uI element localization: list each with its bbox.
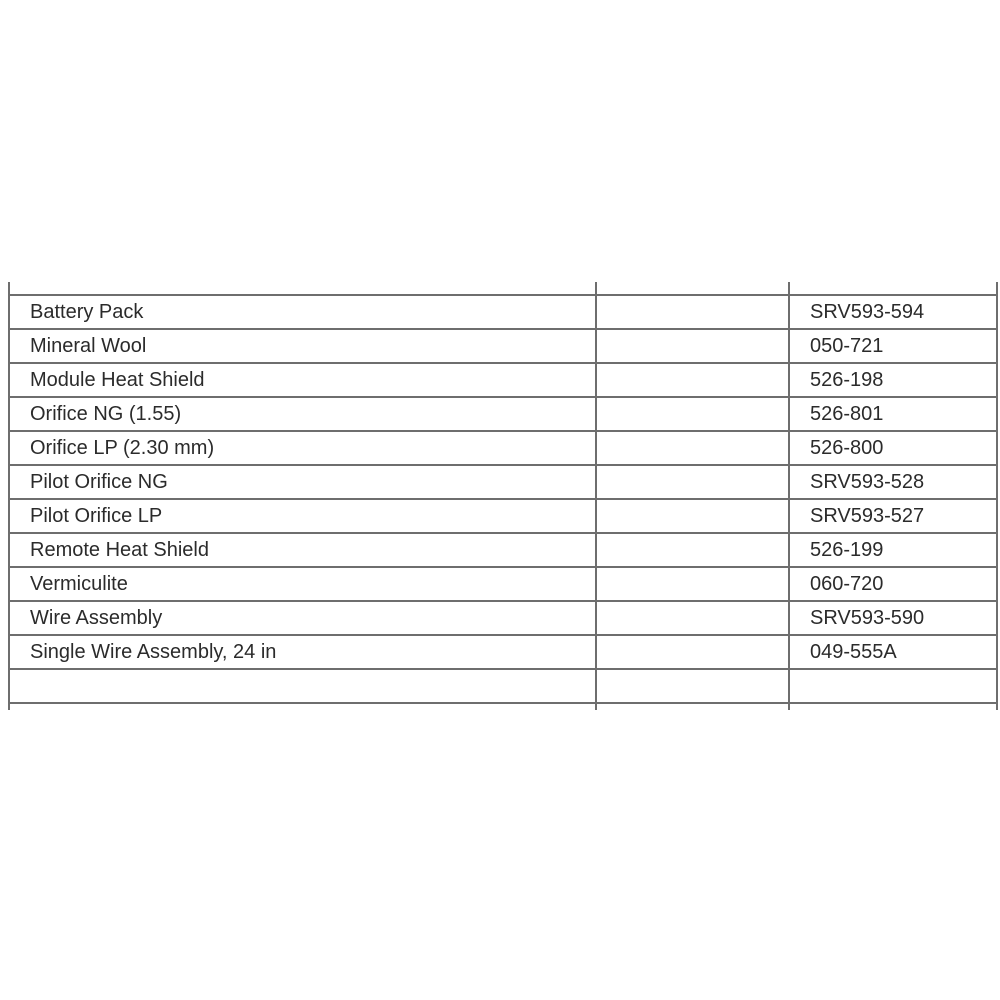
part-number: 060-720 [789, 567, 997, 601]
table-cell [9, 282, 596, 295]
table-cell [596, 669, 789, 703]
part-description: Orifice NG (1.55) [9, 397, 596, 431]
table-row [9, 431, 997, 465]
part-description: Mineral Wool [9, 329, 596, 363]
part-number: 526-801 [789, 397, 997, 431]
parts-table-body [9, 282, 997, 710]
table-cell [596, 567, 789, 601]
part-number: 526-800 [789, 431, 997, 465]
part-description: Wire Assembly [9, 601, 596, 635]
part-number: 049-555A [789, 635, 997, 669]
table-top-edge [9, 282, 997, 295]
part-description [9, 669, 596, 703]
table-row [9, 533, 997, 567]
part-description: Orifice LP (2.30 mm) [9, 431, 596, 465]
table-row [9, 499, 997, 533]
part-description: Single Wire Assembly, 24 in [9, 635, 596, 669]
table-row [9, 635, 997, 669]
part-description: Pilot Orifice LP [9, 499, 596, 533]
table-row [9, 329, 997, 363]
table-cell [9, 703, 596, 710]
part-number [789, 669, 997, 703]
part-number: SRV593-528 [789, 465, 997, 499]
table-row [9, 295, 997, 329]
table-cell [596, 533, 789, 567]
table-row [9, 601, 997, 635]
part-number: 526-199 [789, 533, 997, 567]
part-description: Vermiculite [9, 567, 596, 601]
table-bottom-edge [9, 703, 997, 710]
table-cell [596, 703, 789, 710]
part-number: 050-721 [789, 329, 997, 363]
table-row [9, 669, 997, 703]
part-description: Module Heat Shield [9, 363, 596, 397]
table-row [9, 397, 997, 431]
table-cell [596, 363, 789, 397]
part-number: SRV593-594 [789, 295, 997, 329]
part-description: Battery Pack [9, 295, 596, 329]
part-number: SRV593-527 [789, 499, 997, 533]
parts-table [8, 282, 998, 710]
part-number: 526-198 [789, 363, 997, 397]
part-number: SRV593-590 [789, 601, 997, 635]
table-cell [789, 282, 997, 295]
table-cell [596, 397, 789, 431]
table-cell [596, 499, 789, 533]
table-row [9, 465, 997, 499]
table-row [9, 567, 997, 601]
table-cell [789, 703, 997, 710]
table-cell [596, 329, 789, 363]
table-row [9, 363, 997, 397]
table-cell [596, 282, 789, 295]
table-cell [596, 635, 789, 669]
table-cell [596, 601, 789, 635]
table-cell [596, 295, 789, 329]
part-description: Pilot Orifice NG [9, 465, 596, 499]
table-cell [596, 431, 789, 465]
table-cell [596, 465, 789, 499]
part-description: Remote Heat Shield [9, 533, 596, 567]
